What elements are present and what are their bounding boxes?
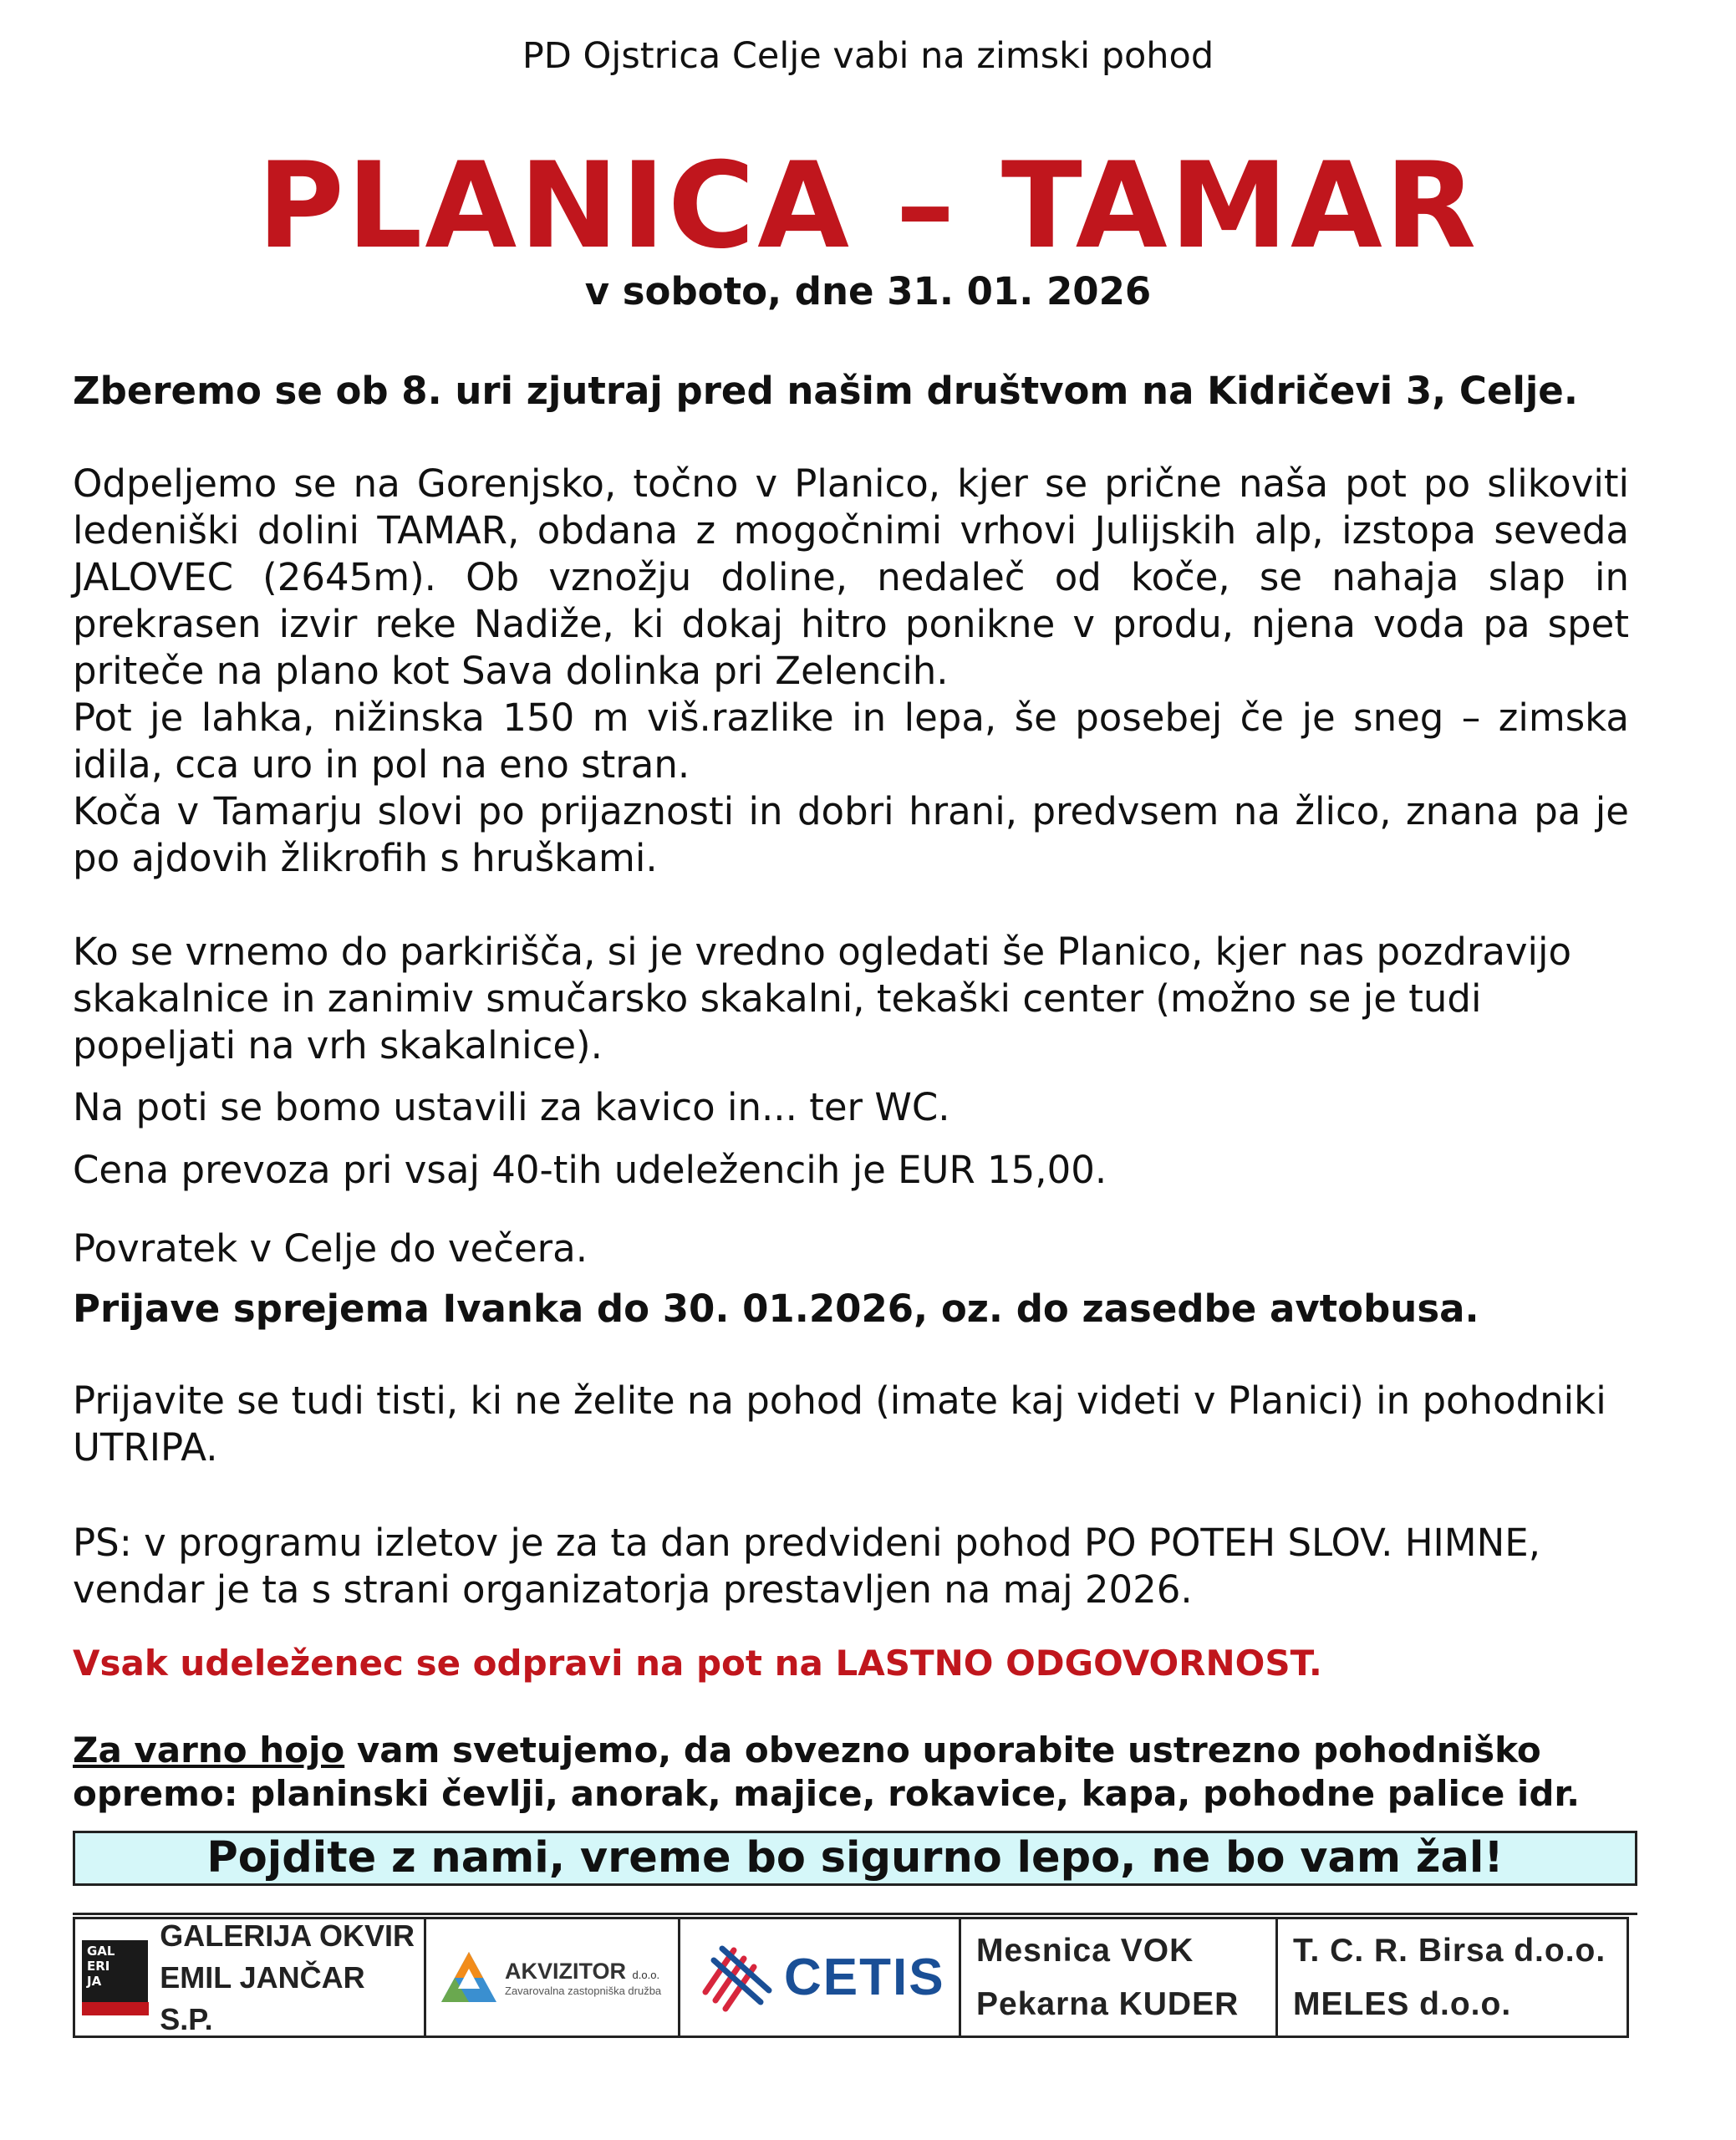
responsibility-line: Vsak udeleženec se odpravi na pot na LASTNO ODGOVORNOST. [73, 1643, 1322, 1684]
sponsor-food [961, 1919, 1278, 2036]
okvir-line2: EMIL JANČAR S.P. [160, 1959, 365, 2036]
akvizitor-name: AKVIZITOR d.o.o. [505, 1958, 660, 1984]
okvir-logo-icon: GAL ERI JA [82, 1940, 148, 2015]
sponsor-meles: MELES d.o.o. [1293, 1985, 1512, 2022]
safety-text: vam svetujemo, da obvezno uporabite ustrezno pohodniško opremo: planinski čevlji, anorak, majice, rokavice, kapa, pohodne palice idr. [73, 1730, 1581, 1814]
okvir-line1: GALERIJA OKVIR [160, 1918, 415, 1953]
sponsor-cetis [680, 1919, 961, 2036]
sponsor-vok: Mesnica VOK [976, 1932, 1194, 1969]
ps-paragraph: PS: v programu izletov je za ta dan predvideni pohod PO POTEH SLOV. HIMNE, vendar je ta s strani organizatorja prestavljen na maj 2026. [73, 1521, 1541, 1612]
stop-line: Na poti se bomo ustavili za kavico in... ter WC. [73, 1085, 950, 1129]
return-line: Povratek v Celje do večera. [73, 1226, 588, 1271]
sponsor-companies [1278, 1919, 1627, 2036]
akvizitor-logo-icon [440, 1950, 498, 2005]
safety-paragraph [73, 1729, 1629, 1816]
okvir-text [160, 1915, 424, 2041]
route-paragraph: Pot je lahka, nižinska 150 m viš.razlike in lepa, še posebej če je sneg – zimska idila, cca uro in pol na eno stran. [73, 696, 1629, 787]
hut-paragraph: Koča v Tamarju slovi po prijaznosti in dobri hrani, predvsem na žlico, znana pa je po ajdovih žlikrofih s hruškami. [73, 789, 1629, 880]
sponsor-kuder: Pekarna KUDER [976, 1985, 1240, 2022]
price-line: Cena prevoza pri vsaj 40-tih udeležencih je EUR 15,00. [73, 1148, 1107, 1192]
akvizitor-subtitle: Zavarovalna zastopniška družba [505, 1984, 662, 1997]
sponsor-birsa: T. C. R. Birsa d.o.o. [1293, 1932, 1606, 1969]
planica-paragraph: Ko se vrnemo do parkirišča, si je vredno ogledati še Planico, kjer nas pozdravijo skakalnice in zanimiv smučarsko skakalni, tekaški center (možno se je tudi popeljati na vrh skakalnice). [73, 930, 1572, 1067]
meeting-info: Zberemo se ob 8. uri zjutraj pred našim društvom na Kidričevi 3, Celje. [73, 369, 1578, 413]
event-date: v soboto, dne 31. 01. 2026 [584, 269, 1152, 313]
others-paragraph: Prijavite se tudi tisti, ki ne želite na pohod (imate kaj videti v Planici) in pohodniki UTRIPA. [73, 1378, 1606, 1470]
safety-underlined: Za varno hojo [73, 1730, 345, 1771]
sponsor-okvir [75, 1919, 426, 2036]
banner: Pojdite z nami, vreme bo sigurno lepo, ne bo vam žal! [73, 1831, 1637, 1886]
sponsor-bar [73, 1917, 1629, 2038]
sponsor-akvizitor [426, 1919, 680, 2036]
page-title: PLANICA – TAMAR [257, 137, 1479, 275]
description-paragraph: Odpeljemo se na Gorenjsko, točno v Planico, kjer se prične naša pot po slikoviti ledeniški dolini TAMAR, obdana z mogočnimi vrhovi Julijskih alp, izstopa seveda JALOVEC (2645m). Ob vznožju doline, nedaleč od koče, se nahaja slap in prekrasen izvir reke Nadiže, ki dokaj hitro ponikne v produ, njena voda pa spet priteče na plano kot Sava dolinka pri Zelencih. [73, 461, 1629, 693]
cetis-logo-icon [697, 1940, 777, 2015]
intro-line: PD Ojstrica Celje vabi na zimski pohod [522, 35, 1214, 77]
registration-line: Prijave sprejema Ivanka do 30. 01.2026, oz. do zasedbe avtobusa. [73, 1287, 1479, 1331]
cetis-name: CETIS [784, 1949, 945, 2006]
